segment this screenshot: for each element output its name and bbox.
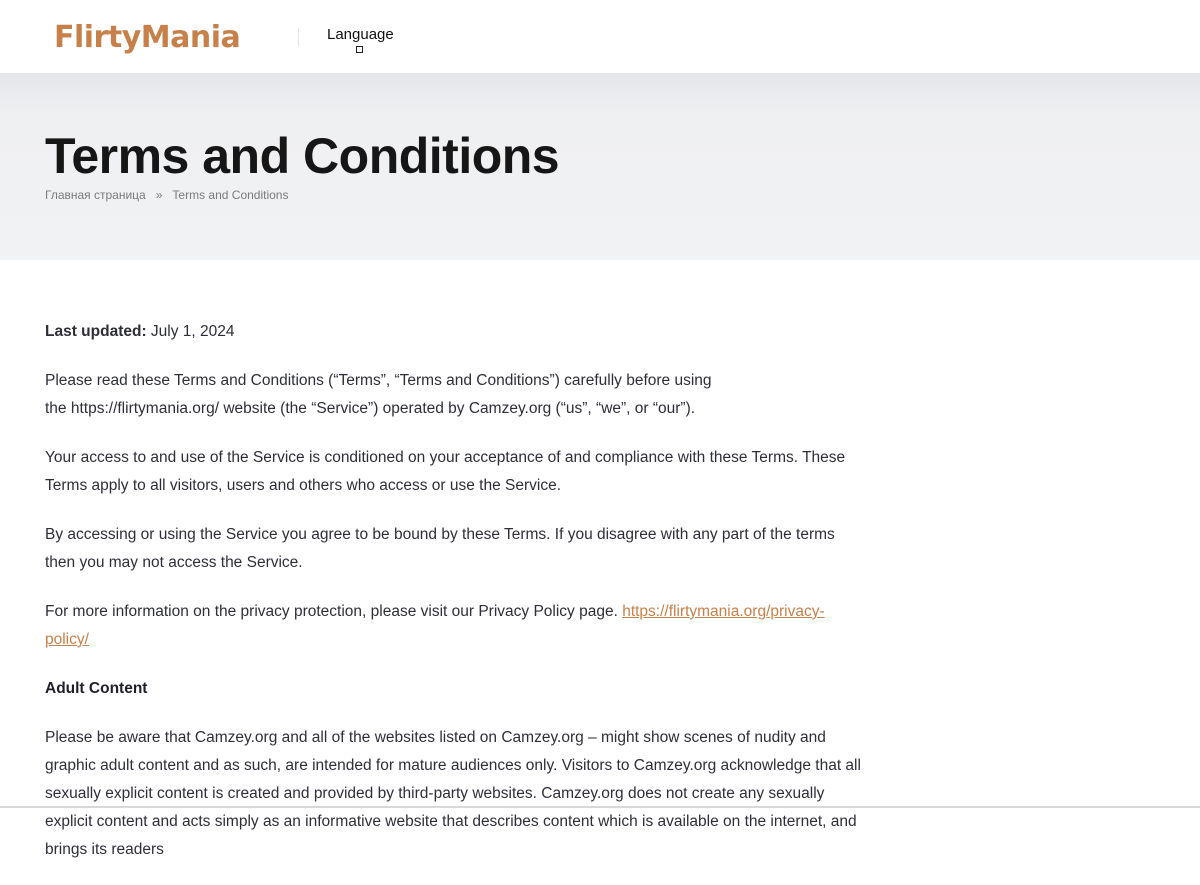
intro-line-1: Please read these Terms and Conditions (“Terms”, “Terms and Conditions”) carefully before using <box>45 372 712 389</box>
adult-content-paragraph: Please be aware that Camzey.org and all of the websites listed on Camzey.org – might show scenes of nudity and graphic adult content and as such, are intended for mature audiences only. Visitors to Camzey.org acknowledge that all sexually explicit content is created and provided by third-party websites. Camzey.org does not create any sexually explicit content and acts simply as an informative website that describes content which is available on the internet, and brings its readers <box>45 729 861 858</box>
last-updated-label: Last updated: <box>45 323 147 340</box>
intro-paragraph <box>45 367 865 423</box>
header-divider <box>298 28 299 46</box>
breadcrumb-separator: » <box>155 188 163 202</box>
privacy-text: For more information on the privacy protection, please visit our Privacy Policy page. <box>45 603 623 620</box>
language-dropdown-icon[interactable] <box>356 46 363 53</box>
privacy-policy-link[interactable]: https://flirtymania.org/privacy-policy/ <box>45 603 825 648</box>
adult-content-heading: Adult Content <box>45 680 148 697</box>
language-menu[interactable]: Language <box>327 26 394 43</box>
last-updated <box>45 318 865 346</box>
privacy-paragraph <box>45 598 865 654</box>
intro-line-2: the https://flirtymania.org/ website (the “Service”) operated by Camzey.org (“us”, “we”, or “our”). <box>45 400 696 417</box>
terms-content <box>45 318 865 885</box>
access-paragraph: Your access to and use of the Service is conditioned on your acceptance of and compliance with these Terms. These Terms apply to all visitors, users and others who access or use the Service. <box>45 449 846 494</box>
breadcrumb-home-link[interactable]: Главная страница <box>45 188 146 202</box>
page-title: Terms and Conditions <box>45 128 560 184</box>
site-header <box>0 0 1200 74</box>
agreement-paragraph: By accessing or using the Service you agree to be bound by these Terms. If you disagree with any part of the terms then you may not access the Service. <box>45 526 835 571</box>
site-logo[interactable]: FlirtyMania <box>54 20 241 55</box>
breadcrumb-current: Terms and Conditions <box>172 188 289 202</box>
breadcrumb <box>45 188 288 202</box>
last-updated-value: July 1, 2024 <box>146 323 235 340</box>
